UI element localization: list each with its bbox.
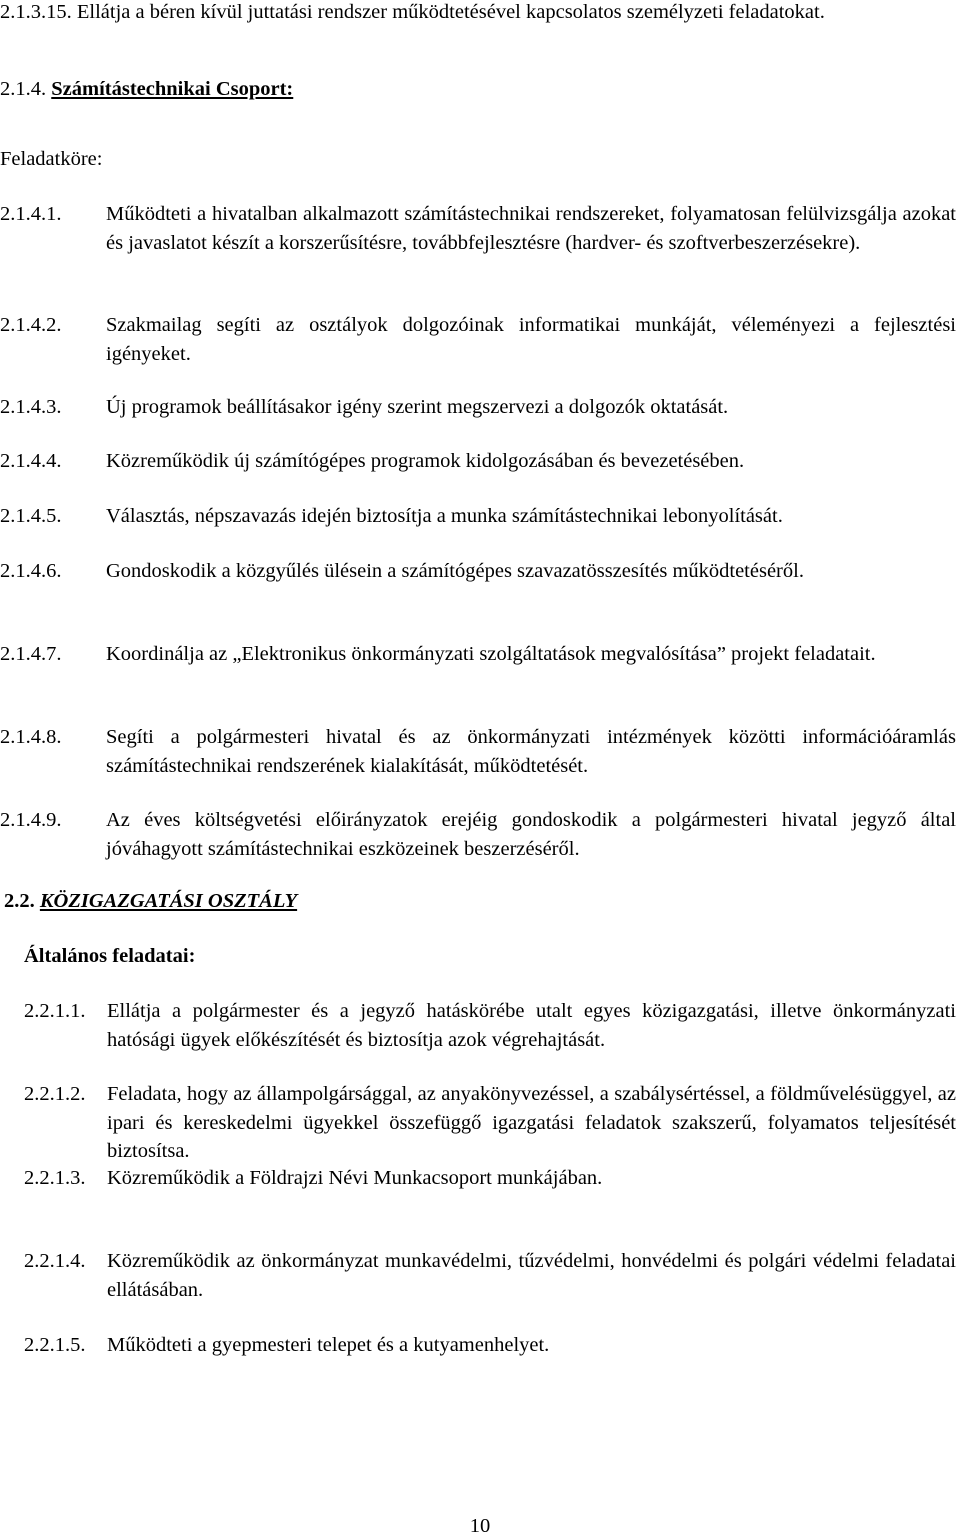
item-number: 2.1.4.9. bbox=[0, 809, 62, 831]
item-text bbox=[0, 0, 956, 27]
item-2-1-4-1 bbox=[0, 200, 956, 257]
item-text: Segíti a polgármesteri hivatal és az önkormányzati intézmények közötti információáramlás számítástechnikai rendszerének kialakítását, működtetését. bbox=[106, 726, 956, 777]
section-number: 2.2. bbox=[4, 890, 35, 912]
item-text: Új programok beállításakor igény szerint megszervezi a dolgozók oktatását. bbox=[106, 396, 729, 418]
item-2-1-4-5 bbox=[0, 502, 956, 531]
item-number: 2.2.1.1. bbox=[24, 1000, 86, 1022]
item-body: Ellátja a béren kívül juttatási rendszer működtetésével kapcsolatos személyzeti feladatokat. bbox=[76, 1, 825, 23]
item-2-1-4-4 bbox=[0, 447, 956, 476]
item-text: Közreműködik új számítógépes programok kidolgozásában és bevezetésében. bbox=[106, 450, 745, 472]
item-2-1-4-6 bbox=[0, 557, 956, 586]
item-number: 2.1.4.3. bbox=[0, 396, 62, 418]
item-2-1-3-15 bbox=[0, 0, 956, 27]
item-text: Ellátja a polgármester és a jegyző hatáskörébe utalt egyes közigazgatási, illetve önkormányzati hatósági ügyek előkészítését és biztosítja azok végrehajtását. bbox=[107, 1000, 956, 1051]
item-number: 2.1.4.4. bbox=[0, 450, 62, 472]
item-number: 2.1.3.15. bbox=[0, 1, 72, 23]
item-2-1-4-3 bbox=[0, 393, 956, 422]
item-text: Gondoskodik a közgyűlés ülésein a számítógépes szavazatösszesítés működtetéséről. bbox=[106, 560, 804, 582]
item-text: Szakmailag segíti az osztályok dolgozóinak informatikai munkáját, véleményezi a fejlesztési igényeket. bbox=[106, 314, 956, 365]
item-text: Választás, népszavazás idején biztosítja a munka számítástechnikai lebonyolítását. bbox=[106, 505, 783, 527]
item-number: 2.1.4.2. bbox=[0, 314, 62, 336]
section-title: Számítástechnikai Csoport: bbox=[51, 78, 294, 100]
item-text: Működteti a hivatalban alkalmazott számítástechnikai rendszereket, folyamatosan felülvizsgálja azokat és javaslatot készít a korszerűsítésre, továbbfejlesztésre (hardver- és szoftverbeszerzésekre). bbox=[106, 203, 956, 254]
item-2-2-1-1 bbox=[24, 997, 956, 1054]
item-text: Feladata, hogy az állampolgársággal, az anyakönyvezéssel, a szabálysértéssel, a földművelésüggyel, az ipari és kereskedelmi ügyekkel összefüggő igazgatási feladatok szakszerű, folyamatos teljesítését biztosítsa. bbox=[107, 1083, 956, 1162]
item-2-1-4-2 bbox=[0, 311, 956, 368]
section-heading-2-2 bbox=[4, 887, 297, 915]
item-2-2-1-4 bbox=[24, 1247, 956, 1304]
item-number: 2.2.1.4. bbox=[24, 1250, 86, 1272]
item-text: Közreműködik a Földrajzi Névi Munkacsoport munkájában. bbox=[107, 1167, 603, 1189]
item-number: 2.2.1.3. bbox=[24, 1167, 86, 1189]
item-text: Közreműködik az önkormányzat munkavédelmi, tűzvédelmi, honvédelmi és polgári védelmi feladatai ellátásában. bbox=[107, 1250, 956, 1301]
item-number: 2.2.1.5. bbox=[24, 1334, 86, 1356]
item-number: 2.1.4.8. bbox=[0, 726, 62, 748]
subheading-feladatkore: Feladatköre: bbox=[0, 148, 103, 170]
section-title: KÖZIGAZGATÁSI OSZTÁLY bbox=[39, 890, 298, 912]
item-number: 2.1.4.1. bbox=[0, 203, 62, 225]
item-2-1-4-8 bbox=[0, 723, 956, 780]
item-number: 2.1.4.5. bbox=[0, 505, 62, 527]
item-number: 2.2.1.2. bbox=[24, 1083, 86, 1105]
item-2-2-1-2 bbox=[24, 1080, 956, 1166]
item-2-1-4-9 bbox=[0, 806, 956, 863]
item-2-2-1-5 bbox=[24, 1331, 956, 1360]
item-number: 2.1.4.7. bbox=[0, 643, 62, 665]
item-2-1-4-7 bbox=[0, 640, 956, 669]
item-2-2-1-3 bbox=[24, 1164, 956, 1193]
item-text: Koordinálja az „Elektronikus önkormányzati szolgáltatások megvalósítása” projekt feladatait. bbox=[106, 643, 876, 665]
page-number: 10 bbox=[469, 1515, 491, 1537]
section-number: 2.1.4. bbox=[0, 78, 47, 100]
subheading-altalanos-feladatai: Általános feladatai: bbox=[24, 945, 196, 967]
section-heading-2-1-4 bbox=[0, 75, 293, 103]
item-number: 2.1.4.6. bbox=[0, 560, 62, 582]
item-text: Működteti a gyepmesteri telepet és a kutyamenhelyet. bbox=[107, 1334, 550, 1356]
item-text: Az éves költségvetési előirányzatok erejéig gondoskodik a polgármesteri hivatal jegyző által jóváhagyott számítástechnikai eszközeinek beszerzéséről. bbox=[106, 809, 956, 860]
